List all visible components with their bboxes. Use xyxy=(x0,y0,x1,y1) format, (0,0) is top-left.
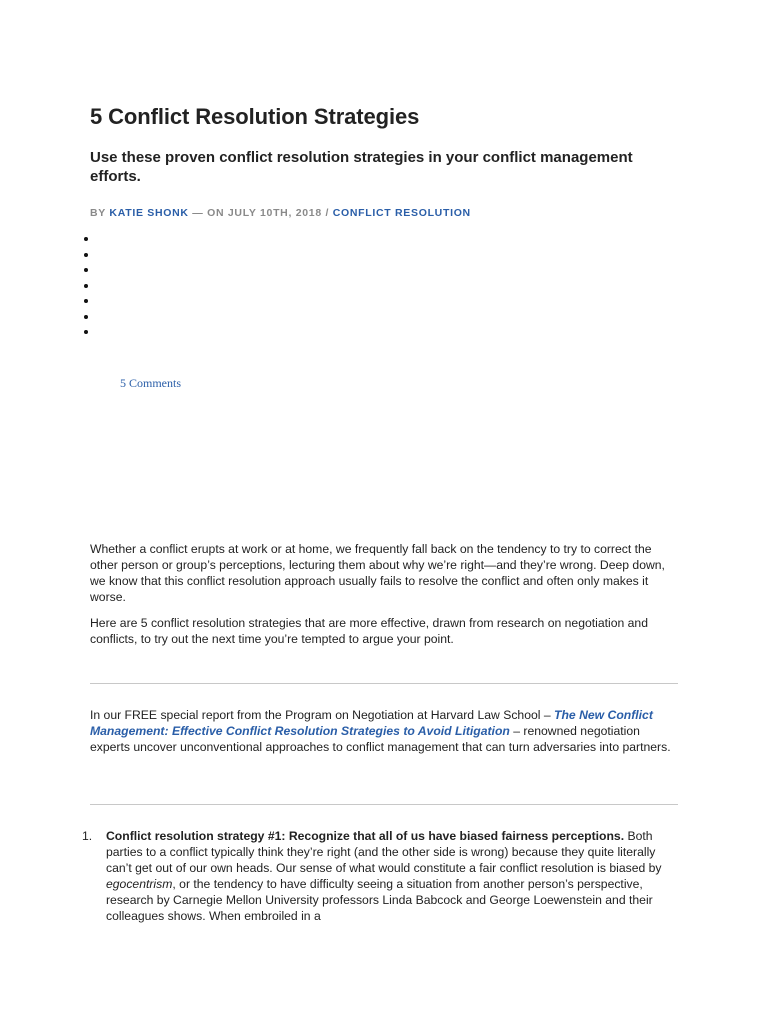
category-link[interactable]: CONFLICT RESOLUTION xyxy=(332,207,471,219)
bullet-icon xyxy=(84,253,88,257)
bullet-icon xyxy=(84,299,88,303)
comments-link[interactable]: 5 Comments xyxy=(120,376,182,390)
divider xyxy=(90,683,678,684)
strategy-body-a: Both parties to a conflict typically think they’re right (and the other side is wrong) because they quite literally can’t get out of our own heads. Our sense of what would constitute a fair conflict resolution is biased by xyxy=(106,829,662,875)
article-subtitle: Use these proven conflict resolution strategies in your conflict management efforts. xyxy=(90,149,633,185)
strategy-body-b: , or the tendency to have difficulty seeing a situation from another person’s perspective, research by Carnegie Mellon University professors Linda Babcock and George Loewenstein and their colleagues shows. When embroiled in a xyxy=(106,877,653,923)
promo-text-after: – renowned negotiation experts uncover unconventional approaches to conflict management that can turn adversaries into partners. xyxy=(90,724,671,754)
author-link[interactable]: KATIE SHONK xyxy=(109,207,189,219)
list-number: 1. xyxy=(82,829,93,843)
special-report-link[interactable]: The New Conflict Management: Effective Conflict Resolution Strategies to Avoid Litigation xyxy=(90,708,653,738)
promo-text-before: In our FREE special report from the Program on Negotiation at Harvard Law School – xyxy=(90,708,555,722)
bullet-icon xyxy=(84,315,88,319)
strategy-emphasis: egocentrism xyxy=(106,877,173,891)
bullet-icon xyxy=(84,237,88,241)
byline-date: — ON JULY 10TH, 2018 / xyxy=(188,207,333,219)
article-title: 5 Conflict Resolution Strategies xyxy=(90,104,420,129)
bullet-icon xyxy=(84,330,88,334)
bullet-icon xyxy=(84,268,88,272)
intro-paragraph: Here are 5 conflict resolution strategies that are more effective, drawn from research on negotiation and conflicts, to try out the next time you’re tempted to argue your point. xyxy=(90,616,648,646)
bullet-icon xyxy=(84,284,88,288)
intro-paragraph: Whether a conflict erupts at work or at home, we frequently fall back on the tendency to try to correct the other person or group’s perceptions, lecturing them about why we’re right—and they’re wrong. Deep down, we know that this conflict resolution approach usually fails to resolve the conflict and often only makes it worse. xyxy=(90,542,665,604)
byline-by: BY xyxy=(90,207,110,219)
strategy-text xyxy=(106,828,682,924)
promo-paragraph xyxy=(90,707,682,755)
strategy-heading: Conflict resolution strategy #1: Recognize that all of us have biased fairness perceptions. xyxy=(106,829,625,843)
divider xyxy=(90,804,678,805)
article-byline xyxy=(90,207,471,219)
